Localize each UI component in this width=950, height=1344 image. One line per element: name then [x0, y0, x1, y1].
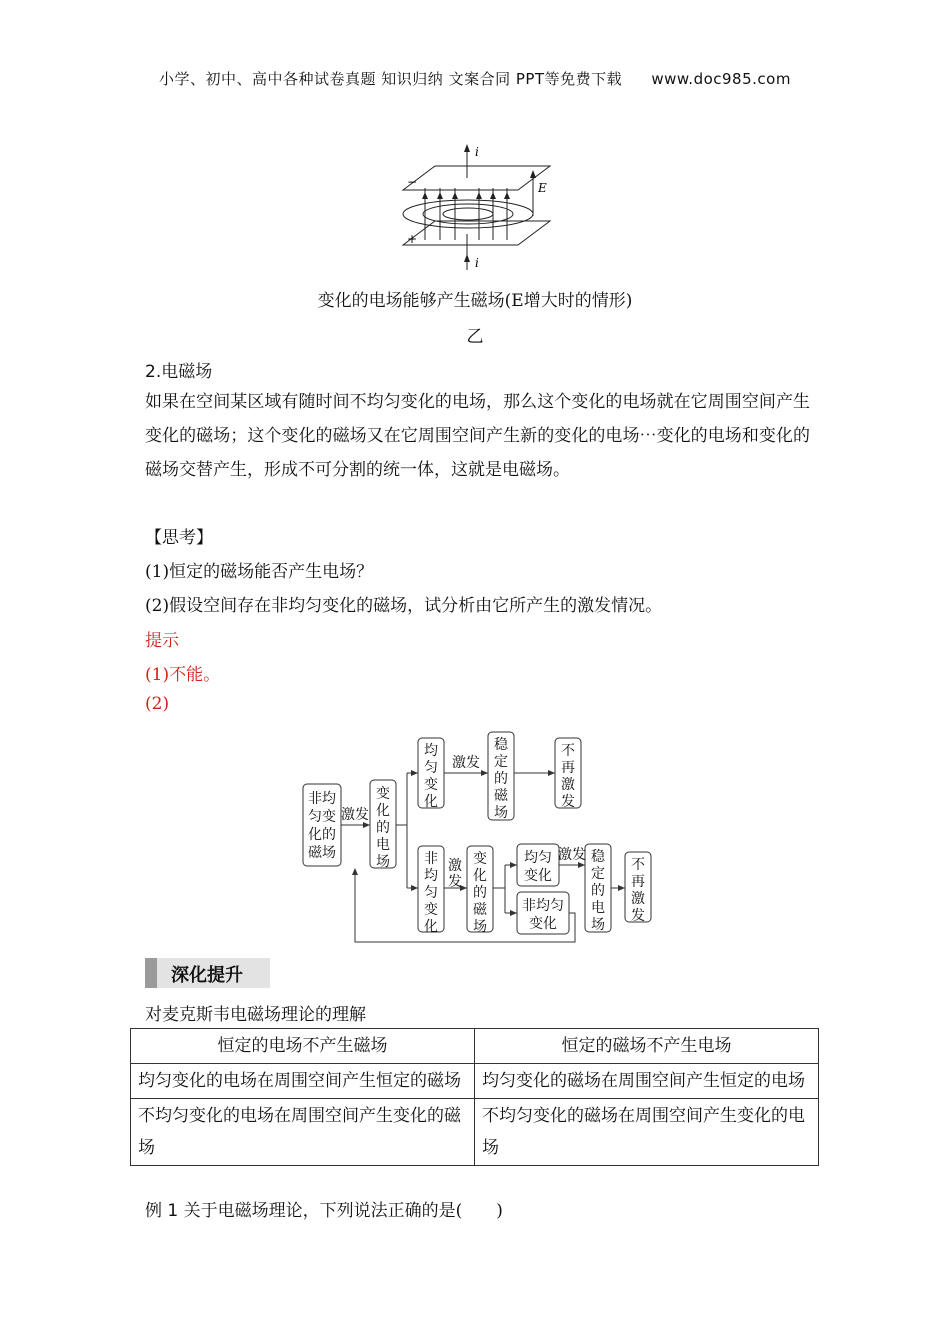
example-question: [145, 1196, 503, 1221]
no-more-2-1: 不: [631, 857, 645, 873]
stable-e-1: 稳: [591, 849, 605, 865]
nonuniform-5: 化: [424, 919, 438, 935]
table-header-cell: 恒定的电场不产生磁场: [131, 1029, 475, 1064]
example-text: 关于电磁场理论，下列说法正确的是( ): [183, 1201, 503, 1221]
think-title: 【思考】: [145, 528, 213, 548]
no-more-1-1: 不: [561, 743, 575, 759]
stable-b-1: 稳: [494, 737, 508, 753]
excitation-flowchart: [295, 728, 665, 948]
excite-v-2: 发: [448, 874, 462, 890]
changing-e-1: 变: [376, 786, 390, 802]
nonuniform-change-2: 变化: [529, 916, 557, 932]
section-heading: 2.电磁场: [145, 362, 213, 382]
start-line-2: 匀变: [308, 809, 336, 825]
figure-caption: 变化的电场能够产生磁场(E增大时的情形): [317, 291, 633, 311]
hint-title: 提示: [145, 631, 179, 651]
stable-b-5: 场: [494, 805, 508, 821]
label-E: E: [538, 181, 547, 195]
start-line-1: 非均: [308, 791, 336, 807]
no-more-1-3: 激: [561, 777, 575, 793]
section-paragraph: 如果在空间某区域有随时间不均匀变化的电场，那么这个变化的电场就在它周围空间产生变化的磁场；这个变化的磁场又在它周围空间产生新的变化的电场⋯变化的电场和变化的磁场交替产生，形成不可分割的统一体，这就是电磁场。: [145, 392, 810, 480]
stable-b-4: 磁: [494, 788, 508, 804]
stable-b-3: 的: [494, 771, 508, 787]
changing-e-2: 化: [376, 803, 390, 819]
no-more-2-3: 激: [631, 891, 645, 907]
start-line-4: 磁场: [308, 845, 336, 861]
start-line-3: 化的: [308, 827, 336, 843]
uniform-4: 化: [424, 794, 438, 810]
nonuniform-3: 匀: [424, 885, 438, 901]
label-minus: −: [407, 175, 418, 189]
label-i-bottom: i: [475, 256, 479, 270]
stable-e-4: 电: [591, 900, 605, 916]
page-header: [0, 68, 950, 89]
changing-b-3: 的: [473, 885, 487, 901]
uniform-2: 匀: [424, 760, 438, 776]
think-q2: (2)假设空间存在非均匀变化的磁场，试分析由它所产生的激发情况。: [145, 596, 663, 616]
uniform-change-2: 变化: [524, 868, 552, 884]
no-more-1-2: 再: [561, 760, 575, 776]
stable-b-2: 定: [494, 754, 508, 770]
table-cell: 均匀变化的磁场在周围空间产生恒定的电场: [475, 1064, 819, 1099]
figure-sub-label: 乙: [466, 327, 484, 347]
excite-label-3: 激发: [558, 847, 586, 863]
changing-e-3: 的: [376, 820, 390, 836]
excite-label-2: 激发: [452, 755, 480, 771]
uniform-change-1: 均匀: [524, 850, 552, 866]
comparison-table: [130, 1028, 819, 1166]
nonuniform-change-1: 非均匀: [522, 898, 564, 914]
nonuniform-4: 变: [424, 902, 438, 918]
capacitor-figure: [395, 142, 560, 274]
think-q1: (1)恒定的磁场能否产生电场？: [145, 562, 374, 582]
table-cell: 不均匀变化的电场在周围空间产生变化的磁场: [131, 1099, 475, 1166]
no-more-2-2: 再: [631, 874, 645, 890]
changing-e-4: 电: [376, 837, 390, 853]
uniform-3: 变: [424, 777, 438, 793]
table-row: [131, 1099, 819, 1166]
changing-b-5: 场: [473, 919, 487, 935]
nonuniform-2: 均: [424, 868, 438, 884]
top-plate: [403, 166, 550, 190]
uniform-1: 均: [424, 743, 438, 759]
no-more-2-4: 发: [631, 908, 645, 924]
table-cell: 不均匀变化的磁场在周围空间产生变化的电场: [475, 1099, 819, 1166]
no-more-1-4: 发: [561, 794, 575, 810]
stable-e-2: 定: [591, 866, 605, 882]
table-row: [131, 1064, 819, 1099]
deepen-subtitle: 对麦克斯韦电磁场理论的理解: [145, 1005, 366, 1025]
table-cell: 均匀变化的电场在周围空间产生恒定的磁场: [131, 1064, 475, 1099]
hint-a1: (1)不能。: [145, 665, 221, 685]
changing-b-1: 变: [473, 851, 487, 867]
stable-e-5: 场: [591, 917, 605, 933]
changing-b-2: 化: [473, 868, 487, 884]
section-bar: [145, 958, 270, 988]
changing-b-4: 磁: [473, 902, 487, 918]
label-plus: +: [407, 232, 418, 246]
hint-a2: (2): [145, 694, 170, 714]
section-bar-label: 深化提升: [171, 965, 243, 986]
table-header-row: [131, 1029, 819, 1064]
excite-label-1: 激发: [341, 807, 369, 823]
nonuniform-1: 非: [424, 851, 438, 867]
inner-loop: [443, 208, 493, 220]
example-label: 例 1: [145, 1201, 179, 1221]
table-header-cell: 恒定的磁场不产生电场: [475, 1029, 819, 1064]
label-i-top: i: [475, 145, 479, 159]
header-text: 小学、初中、高中各种试卷真题 知识归纳 文案合同 PPT等免费下载: [159, 70, 623, 88]
changing-e-5: 场: [376, 854, 390, 870]
section-bar-block: [145, 958, 157, 988]
stable-e-3: 的: [591, 883, 605, 899]
excite-v-1: 激: [448, 858, 462, 874]
header-site: www.doc985.com: [651, 70, 791, 88]
